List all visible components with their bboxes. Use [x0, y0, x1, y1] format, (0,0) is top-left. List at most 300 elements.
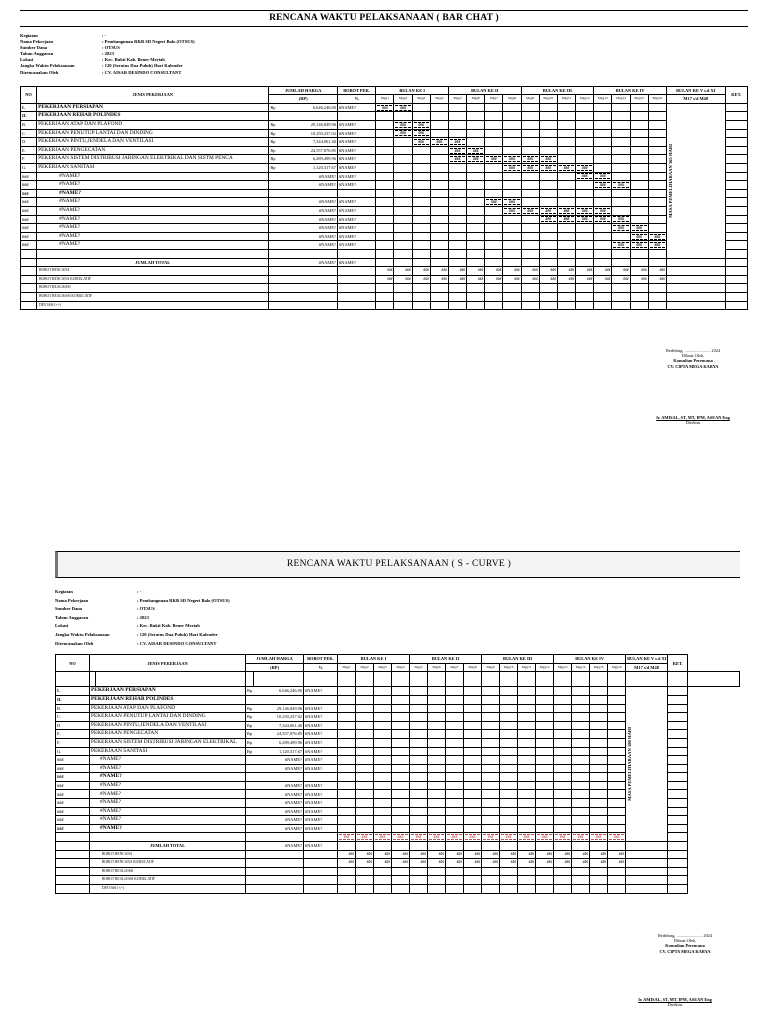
week-cell: [410, 730, 428, 739]
week-cell: [430, 215, 448, 224]
week-cell: [464, 747, 482, 756]
sig-role: Konsultan Perencana: [665, 943, 705, 949]
summary-row: [21, 284, 748, 293]
col-jenis: JENIS PEKERJAAN: [37, 86, 269, 103]
week-cell: [521, 138, 539, 147]
schedule-bar: ###: [632, 225, 647, 231]
row-name: PEKERJAAN PENGECATAN: [37, 146, 269, 155]
row-rp: [269, 224, 277, 233]
week-header: Mgg13: [594, 95, 612, 104]
week-cell: [594, 172, 612, 181]
week-cell: [482, 738, 500, 747]
summary-cell: ###: [410, 859, 428, 868]
summary-cell: ###: [503, 267, 521, 276]
week-cell: [576, 155, 594, 164]
week-cell: [428, 721, 446, 730]
week-cell: [446, 833, 464, 842]
summary-cell: [410, 885, 428, 894]
week-cell: [448, 146, 466, 155]
row-name: PEKERJAAN PINTU,JENDELA DAN VENTILASI: [90, 721, 246, 730]
week-cell: [394, 224, 412, 233]
summary-cell: [630, 301, 648, 310]
week-cell: [554, 833, 572, 842]
week-cell: [630, 224, 648, 233]
week-cell: [518, 721, 536, 730]
week-cell: [412, 198, 430, 207]
schedule-bar: ###: [432, 139, 447, 145]
week-cell: [554, 799, 572, 808]
summary-cell: [430, 284, 448, 293]
week-cell: [394, 103, 412, 112]
week-cell: [412, 241, 430, 250]
summary-cell: ###: [464, 850, 482, 859]
col-bulan-2: BULAN KE II: [448, 86, 521, 95]
week-cell: [554, 764, 572, 773]
row-no: C.: [56, 713, 90, 722]
week-cell: [608, 781, 626, 790]
summary-row: [21, 301, 748, 310]
summary-cell: [521, 284, 539, 293]
week-cell: [410, 704, 428, 713]
week-cell: [338, 833, 356, 842]
week-cell: [356, 721, 374, 730]
week-cell: [594, 164, 612, 173]
week-cell: [608, 790, 626, 799]
summary-cell: ###: [338, 850, 356, 859]
summary-cell: [482, 885, 500, 894]
week-cell: [648, 146, 666, 155]
week-cell: [428, 704, 446, 713]
week-cell: [539, 224, 557, 233]
summary-cell: ###: [500, 859, 518, 868]
week-cell: [446, 747, 464, 756]
schedule-bar: ###: [523, 208, 538, 214]
week-cell: [430, 172, 448, 181]
week-cell: [356, 824, 374, 833]
week-cell: [500, 764, 518, 773]
week-cell: [503, 129, 521, 138]
week-cell: [446, 773, 464, 782]
week-cell: [521, 249, 539, 258]
week-cell: [612, 155, 630, 164]
week-cell: [428, 799, 446, 808]
summary-cell: ###: [608, 850, 626, 859]
week-cell: [536, 833, 554, 842]
schedule-bar: ###: [450, 156, 465, 162]
row-name: #NAME?: [37, 198, 269, 207]
row-harga: #NAME?: [277, 206, 338, 215]
week-cell: [430, 189, 448, 198]
info-label: Lokasi: [20, 57, 34, 63]
week-cell: [500, 687, 518, 696]
summary-cell: [536, 876, 554, 885]
row-bobot: #NAME?: [304, 824, 338, 833]
week-cell: [557, 164, 575, 173]
summary-label: BOBOT REALISASI KOMULATIF: [90, 876, 246, 885]
summary-cell: [482, 867, 500, 876]
week-cell: [576, 103, 594, 112]
summary-cell: ###: [374, 859, 392, 868]
week-cell: [428, 747, 446, 756]
week-cell: [503, 198, 521, 207]
week-cell: [485, 215, 503, 224]
week-cell: [503, 215, 521, 224]
week-cell: [521, 232, 539, 241]
week-cell: [557, 215, 575, 224]
week-cell: [521, 155, 539, 164]
week-cell: [464, 799, 482, 808]
week-cell: [518, 781, 536, 790]
schedule-bar: ###: [577, 216, 592, 222]
week-cell: [572, 738, 590, 747]
summary-cell: [608, 876, 626, 885]
table-row: [56, 687, 740, 696]
week-cell: [446, 721, 464, 730]
row-harga: #NAME?: [254, 807, 304, 816]
summary-cell: [464, 876, 482, 885]
summary-cell: ###: [612, 275, 630, 284]
week-cell: [521, 181, 539, 190]
week-cell: [485, 232, 503, 241]
row-name: #NAME?: [90, 799, 246, 808]
schedule-bar: ###: [523, 156, 538, 162]
row-ket: [725, 206, 747, 215]
week-cell: [482, 695, 500, 704]
week-cell: [482, 781, 500, 790]
col-no: NO: [21, 86, 37, 103]
row-bobot: [304, 695, 338, 704]
row-bobot: #NAME?: [337, 103, 375, 112]
sig-date: Redelong, ........................ 2024: [665, 348, 721, 353]
col-jenis: JENIS PEKERJAAN: [90, 655, 246, 672]
week-cell: [576, 232, 594, 241]
week-header: Mgg3: [412, 95, 430, 104]
week-cell: [392, 781, 410, 790]
summary-cell: ###: [576, 267, 594, 276]
week-cell: [521, 189, 539, 198]
week-cell: [376, 155, 394, 164]
row-no: D.: [56, 721, 90, 730]
week-cell: [518, 799, 536, 808]
week-cell: [448, 241, 466, 250]
week-cell: [590, 781, 608, 790]
week-cell: [430, 138, 448, 147]
week-cell: [594, 155, 612, 164]
week-cell: [557, 121, 575, 130]
week-cell: [392, 816, 410, 825]
row-no: B.: [56, 704, 90, 713]
week-cell: [338, 721, 356, 730]
week-cell: [572, 807, 590, 816]
summary-cell: ###: [521, 267, 539, 276]
week-cell: [590, 730, 608, 739]
summary-cell: [410, 867, 428, 876]
schedule-bar: ###: [650, 242, 665, 248]
week-cell: [464, 824, 482, 833]
week-cell: [608, 807, 626, 816]
week-cell: [536, 704, 554, 713]
summary-label: BOBOT REALISASI: [90, 867, 246, 876]
week-cell: [428, 713, 446, 722]
week-cell: [594, 129, 612, 138]
summary-cell: ###: [518, 859, 536, 868]
summary-label: BOBOT RENCANA KOMULATIF: [90, 859, 246, 868]
week-cell: [503, 232, 521, 241]
row-rp: [246, 764, 254, 773]
col-jumlah-sub: (RP): [269, 95, 338, 104]
row-bobot: #NAME?: [304, 799, 338, 808]
row-name: PEKERJAAN SISTEM DISTRIBUSI JARINGAN ELEKTRIKAL DAN SISTM PENCA: [37, 155, 269, 164]
summary-cell: [356, 876, 374, 885]
week-cell: [482, 721, 500, 730]
summary-cell: [612, 284, 630, 293]
week-header: Mgg11: [518, 663, 536, 672]
week-cell: [376, 215, 394, 224]
week-cell: [410, 687, 428, 696]
week-cell: [594, 215, 612, 224]
summary-cell: [536, 885, 554, 894]
week-cell: [356, 799, 374, 808]
sig-date: Redelong, ........................ 2024: [657, 933, 713, 938]
week-cell: [590, 807, 608, 816]
week-cell: [518, 738, 536, 747]
info-label: Direncanakan Oleh: [55, 640, 94, 646]
week-cell: [572, 816, 590, 825]
summary-cell: ###: [536, 859, 554, 868]
week-cell: [648, 249, 666, 258]
week-cell: [539, 215, 557, 224]
week-cell: [500, 713, 518, 722]
week-cell: [576, 112, 594, 121]
signature-block: [638, 348, 748, 369]
summary-cell: [648, 301, 666, 310]
row-ket: [725, 138, 747, 147]
week-cell: [448, 206, 466, 215]
summary-row: [21, 267, 748, 276]
week-cell: [576, 181, 594, 190]
week-cell: [467, 172, 485, 181]
week-cell: [392, 695, 410, 704]
week-cell: [482, 730, 500, 739]
week-cell: [594, 224, 612, 233]
week-cell: [503, 103, 521, 112]
week-cell: [374, 695, 392, 704]
row-name: #NAME?: [37, 172, 269, 181]
row-harga: 7,344,061.40: [254, 721, 304, 730]
week-cell: [485, 164, 503, 173]
week-cell: [464, 721, 482, 730]
week-cell: [392, 747, 410, 756]
week-cell: [594, 249, 612, 258]
week-header: Mgg3: [374, 663, 392, 672]
week-cell: [410, 756, 428, 765]
row-no: ###: [21, 206, 37, 215]
week-cell: [576, 172, 594, 181]
row-ket: [668, 756, 688, 765]
schedule-bar: ###: [577, 173, 592, 179]
week-cell: [482, 764, 500, 773]
row-ket: [725, 155, 747, 164]
week-header: Mgg6: [467, 95, 485, 104]
row-bobot: #NAME?: [304, 816, 338, 825]
week-cell: [467, 121, 485, 130]
week-cell: [572, 764, 590, 773]
schedule-bar: ###: [541, 208, 556, 214]
week-cell: [648, 232, 666, 241]
week-cell: [485, 181, 503, 190]
week-cell: [576, 129, 594, 138]
summary-cell: ###: [576, 275, 594, 284]
info-value: : -: [137, 589, 142, 594]
week-cell: [594, 198, 612, 207]
row-rp: [246, 807, 254, 816]
week-cell: [464, 773, 482, 782]
summary-cell: ###: [500, 850, 518, 859]
week-cell: [612, 103, 630, 112]
week-cell: [572, 799, 590, 808]
summary-cell: ###: [446, 859, 464, 868]
week-cell: [430, 112, 448, 121]
week-cell: [485, 249, 503, 258]
week-cell: [464, 713, 482, 722]
row-bobot: #NAME?: [304, 807, 338, 816]
s-curve-table: [55, 654, 740, 893]
week-cell: [448, 172, 466, 181]
row-rp: Rp: [269, 146, 277, 155]
info-label: Jangka Waktu Pelaksanaan: [55, 631, 110, 637]
row-ket: [668, 704, 688, 713]
week-cell: [554, 816, 572, 825]
week-header: Mgg15: [630, 95, 648, 104]
col-bulan-2: BULAN KE II: [410, 655, 482, 664]
week-cell: [338, 790, 356, 799]
week-header: Mgg13: [554, 663, 572, 672]
summary-cell: [374, 867, 392, 876]
week-cell: [608, 721, 626, 730]
week-cell: [446, 738, 464, 747]
week-cell: [539, 206, 557, 215]
summary-cell: [410, 876, 428, 885]
week-cell: [482, 704, 500, 713]
week-cell: [500, 790, 518, 799]
week-cell: [428, 807, 446, 816]
week-cell: [590, 833, 608, 842]
schedule-table: [20, 86, 748, 310]
row-rp: Rp: [246, 730, 254, 739]
week-cell: [554, 824, 572, 833]
summary-cell: [338, 885, 356, 894]
summary-cell: [539, 292, 557, 301]
summary-row: [56, 885, 740, 894]
row-bobot: #NAME?: [304, 721, 338, 730]
row-bobot: #NAME?: [304, 704, 338, 713]
summary-cell: [608, 867, 626, 876]
week-cell: [612, 189, 630, 198]
schedule-bar: ###: [541, 216, 556, 222]
row-rp: Rp: [246, 687, 254, 696]
info-row: [55, 588, 740, 597]
summary-row: [56, 876, 740, 885]
info-row: [55, 605, 740, 614]
week-cell: [648, 241, 666, 250]
row-bobot: [337, 112, 375, 121]
row-ket: [725, 146, 747, 155]
week-header: Mgg5: [448, 95, 466, 104]
week-cell: [485, 224, 503, 233]
week-header: Mgg7: [485, 95, 503, 104]
summary-cell: ###: [428, 859, 446, 868]
week-cell: [536, 713, 554, 722]
row-harga: 6,646,246.00: [277, 103, 338, 112]
week-cell: [608, 713, 626, 722]
week-cell: [410, 833, 428, 842]
row-rp: [246, 756, 254, 765]
sig-company: CV. CIPTA MEGA KARYA: [659, 948, 711, 954]
week-cell: [430, 121, 448, 130]
week-cell: [536, 687, 554, 696]
week-cell: [612, 224, 630, 233]
week-cell: [500, 695, 518, 704]
row-no: E.: [21, 146, 37, 155]
week-cell: [539, 138, 557, 147]
col-jumlah: JUMLAH HARGA: [269, 86, 338, 95]
table-row: [21, 103, 748, 112]
week-cell: [608, 704, 626, 713]
week-cell: [612, 164, 630, 173]
week-cell: [539, 164, 557, 173]
week-cell: [374, 738, 392, 747]
week-cell: [428, 790, 446, 799]
week-cell: [521, 103, 539, 112]
info-row: [55, 640, 740, 649]
summary-cell: ###: [376, 275, 394, 284]
info-label: Direncanakan Oleh: [20, 69, 59, 75]
week-cell: [448, 155, 466, 164]
summary-cell: ###: [392, 850, 410, 859]
row-harga: #NAME?: [277, 181, 338, 190]
summary-cell: ###: [412, 267, 430, 276]
week-cell: [374, 687, 392, 696]
info-value: : Kec. Bukit Kab. Bener Meriah: [137, 623, 200, 629]
maintenance-label: MASA PEMELIHARAAN 365 HARI: [667, 143, 673, 218]
summary-cell: [428, 885, 446, 894]
week-cell: [428, 730, 446, 739]
info-value: : 120 (Seratus Dua Puluh) Hari Kalender: [102, 63, 183, 69]
week-cell: [536, 790, 554, 799]
week-cell: [608, 687, 626, 696]
col-bobot-sub: %: [337, 95, 375, 104]
schedule-bar: ###: [450, 139, 465, 145]
info-value: : Pembangunan RKB SD Negeri Balo (OTSUS): [102, 39, 195, 45]
summary-label: DEVIASI (+/-): [90, 885, 246, 894]
week-cell: [539, 103, 557, 112]
week-cell: [430, 164, 448, 173]
week-cell: [536, 738, 554, 747]
week-cell: [482, 824, 500, 833]
row-harga: #NAME?: [277, 241, 338, 250]
week-cell: [572, 721, 590, 730]
summary-cell: ###: [412, 275, 430, 284]
row-rp: [246, 816, 254, 825]
row-harga: #NAME?: [254, 781, 304, 790]
week-cell: [536, 695, 554, 704]
row-rp: [269, 241, 277, 250]
week-header: Mgg14: [572, 663, 590, 672]
week-cell: [376, 112, 394, 121]
week-cell: [576, 224, 594, 233]
row-ket: [725, 189, 747, 198]
week-header: Mgg6: [428, 663, 446, 672]
